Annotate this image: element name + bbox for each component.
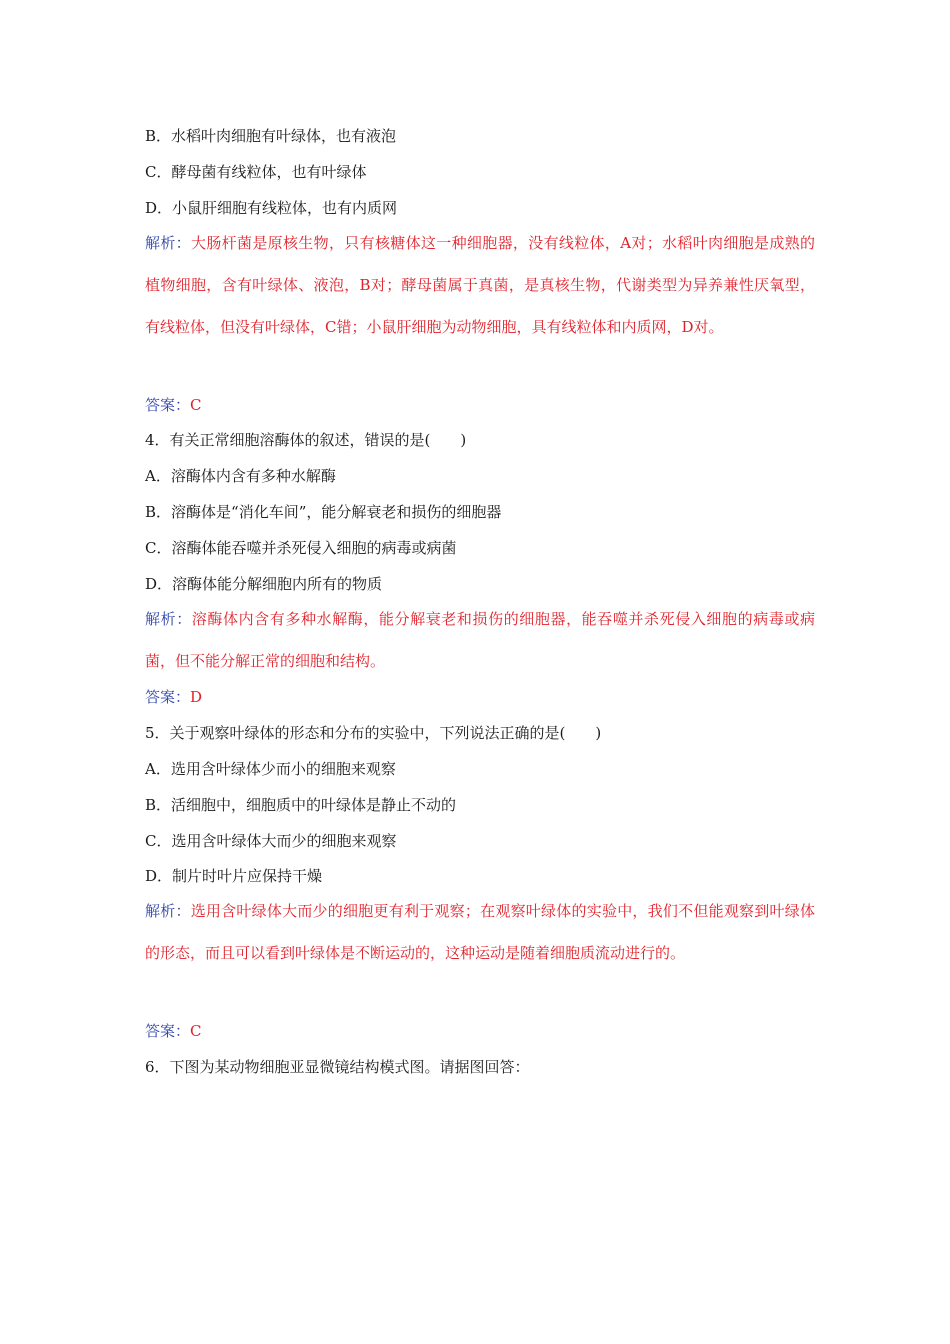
q5-analysis bbox=[145, 890, 815, 974]
q4-stem: 4．有关正常细胞溶酶体的叙述，错误的是( ) bbox=[145, 431, 467, 449]
q4-option-d: D．溶酶体能分解细胞内所有的物质 bbox=[145, 575, 383, 593]
q3-option-c: C．酵母菌有线粒体，也有叶绿体 bbox=[145, 163, 367, 181]
q4-analysis-label: 解析： bbox=[145, 610, 192, 628]
q4-analysis-text: 溶酶体内含有多种水解酶，能分解衰老和损伤的细胞器，能吞噬并杀死侵入细胞的病毒或病菌，但不能分解正常的细胞和结构。 bbox=[145, 610, 815, 670]
q4-answer-value: D bbox=[190, 688, 203, 706]
q3-analysis bbox=[145, 222, 815, 348]
q3-answer bbox=[145, 395, 815, 415]
q4-option-c: C．溶酶体能吞噬并杀死侵入细胞的病毒或病菌 bbox=[145, 539, 457, 557]
q5-answer bbox=[145, 1021, 815, 1041]
q5-option-a: A．选用含叶绿体少而小的细胞来观察 bbox=[145, 760, 396, 778]
q4-option-a: A．溶酶体内含有多种水解酶 bbox=[145, 467, 336, 485]
q3-analysis-text: 大肠杆菌是原核生物，只有核糖体这一种细胞器，没有线粒体，A对；水稻叶肉细胞是成熟的植物细胞，含有叶绿体、液泡，B对；酵母菌属于真菌，是真核生物，代谢类型为异养兼性厌氧型，有线粒体，但没有叶绿体，C错；小鼠肝细胞为动物细胞，具有线粒体和内质网，D对。 bbox=[145, 234, 815, 336]
q5-option-c: C．选用含叶绿体大而少的细胞来观察 bbox=[145, 832, 397, 850]
q3-answer-value: C bbox=[190, 396, 202, 414]
q5-answer-label: 答案： bbox=[145, 1022, 191, 1040]
q5-analysis-text: 选用含叶绿体大而少的细胞更有利于观察；在观察叶绿体的实验中，我们不但能观察到叶绿体的形态，而且可以看到叶绿体是不断运动的，这种运动是随着细胞质流动进行的。 bbox=[145, 902, 815, 962]
q3-answer-label: 答案： bbox=[145, 396, 191, 414]
q5-analysis-label: 解析： bbox=[145, 902, 191, 920]
q4-answer-label: 答案： bbox=[145, 688, 191, 706]
q3-option-b: B．水稻叶肉细胞有叶绿体，也有液泡 bbox=[145, 127, 397, 145]
q4-answer bbox=[145, 687, 815, 707]
q3-analysis-label: 解析： bbox=[145, 234, 191, 252]
q6-stem: 6．下图为某动物细胞亚显微镜结构模式图。请据图回答： bbox=[145, 1058, 530, 1076]
q4-option-b: B．溶酶体是“消化车间”，能分解衰老和损伤的细胞器 bbox=[145, 503, 502, 521]
q4-analysis bbox=[145, 598, 815, 682]
q5-option-b: B．活细胞中，细胞质中的叶绿体是静止不动的 bbox=[145, 796, 457, 814]
q5-stem: 5．关于观察叶绿体的形态和分布的实验中，下列说法正确的是( ) bbox=[145, 724, 602, 742]
q3-option-d: D．小鼠肝细胞有线粒体，也有内质网 bbox=[145, 199, 398, 217]
q5-answer-value: C bbox=[190, 1022, 202, 1040]
q5-option-d: D．制片时叶片应保持干燥 bbox=[145, 867, 323, 885]
